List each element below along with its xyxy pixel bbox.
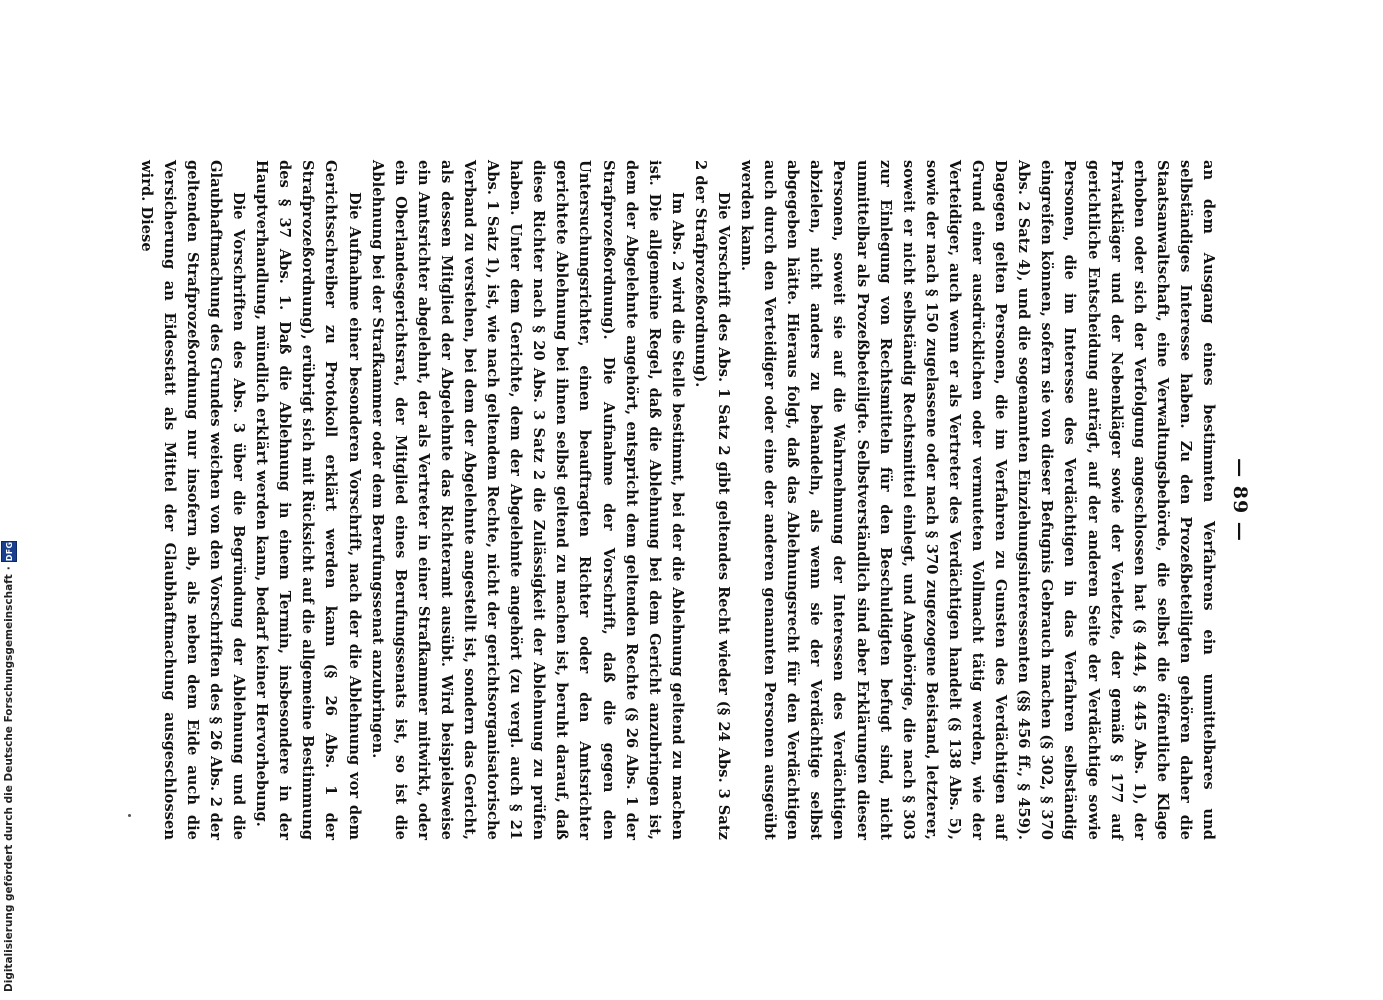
- paragraph-2: Die Vorschrift des Abs. 1 Satz 2 gibt geltendes Recht wieder (§ 24 Abs. 3 Satz 2 der Strafprozeßordnung).: [691, 160, 733, 840]
- paragraph-1: an dem Ausgang eines bestimmten Verfahrens ein unmittelbares und selbständiges Interesse haben. Zu den Prozeßbeteiligten gehören daher die Staatsanwaltschaft, eine Verwaltungsbehörde, die selbst die öffentliche Klage erhoben oder sich der Verfolgung angeschlossen hat (§ 444, § 445 Abs. 1), der Privatkläger und der Nebenkläger sowie der Verletzte, der gemäß § 177 auf gerichtliche Entscheidung anträgt, auf der anderen Seite der Verdächtige sowie Personen, die im Interesse des Verdächtigen in das Verfahren selbständig eingreifen können, sofern sie von dieser Befugnis Gebrauch machen (§ 302, § 370 Abs. 2 Satz 4), und die sogenannten Einziehungsinteressenten (§§ 456 ff., § 459). Dagegen gelten Personen, die im Verfahren zu Gunsten des Verdächtigen auf Grund einer ausdrücklichen oder vermuteten Vollmacht tätig werden, wie der Verteidiger, auch wenn er als Vertreter des Verdächtigen handelt (§ 138 Abs. 5), sowie der nach § 150 zugelassene oder nach § 370 zugezogene Beistand, letzterer, soweit er nicht selbständig Rechtsmittel einlegt, und Angehörige, die nach § 303 zur Einlegung von Rechtsmitteln für den Beschuldigten befugt sind, nicht unmittelbar als Prozeßbeteiligte. Selbstverständlich sind aber Erklärungen dieser Personen, soweit sie auf die Wahrnehmung der Interessen des Verdächtigen abzielen, nicht anders zu behandeln, als wenn sie der Verdächtige selbst abgegeben hätte. Hieraus folgt, daß das Ablehnungsrecht für den Verdächtigen auch durch den Verteidiger oder eine der anderen genannten Personen ausgeübt werden kann.: [738, 160, 1217, 840]
- paragraph-4: Die Aufnahme einer besonderen Vorschrift, nach der die Ablehnung vor dem Gerichtsschreiber zu Protokoll erklärt werden kann (§ 26 Abs. 1 der Strafprozeßordnung), erübrigt sich mit Rücksicht auf die allgemeine Bestimmung des § 37 Abs. 1. Daß die Ablehnung in einem Termin, insbesondere in der Hauptverhandlung, mündlich erklärt werden kann, bedarf keiner Hervorhebung.: [253, 160, 363, 840]
- page-number: — 89 —: [1229, 458, 1251, 542]
- digitization-credit-text: [0, 541, 18, 992]
- scanned-page: [137, 160, 1252, 840]
- paragraph-5: Die Vorschriften des Abs. 3 über die Begründung der Ablehnung und die Glaubhaftmachung des Grundes weichen von den Vorschriften des § 26 Abs. 2 der geltenden Strafprozeßordnung nur insofern ab, als neben dem Eide auch die Versicherung an Eidesstatt als Mittel der Glaubhaftmachung ausgeschlossen wird. Diese: [137, 160, 248, 840]
- paragraph-3: Im Abs. 2 wird die Stelle bestimmt, bei der die Ablehnung geltend zu machen ist. Die allgemeine Regel, daß die Ablehnung bei dem Gericht anzubringen ist, dem der Abgelehnte angehört, entspricht dem geltenden Rechte (§ 26 Abs. 1 der Strafprozeßordnung). Die Aufnahme der Vorschrift, daß die gegen den Untersuchungsrichter, einen beauftragten Richter oder den Amtsrichter gerichtete Ablehnung bei ihnen selbst geltend zu machen ist, beruht darauf, daß diese Richter nach § 20 Abs. 3 Satz 2 die Zulässigkeit der Ablehnung zu prüfen haben. Unter dem Gerichte, dem der Abgelehnte angehört (zu vergl. auch § 21 Abs. 1 Satz 1), ist, wie nach geltendem Rechte, nicht der gerichtsorganisatorische Verband zu verstehen, bei dem der Abgelehnte angestellt ist, sondern das Gericht, als dessen Mitglied der Abgelehnte das Richteramt ausübt. Wird beispielsweise ein Amtsrichter abgelehnt, der als Vertreter in einer Strafkammer mitwirkt, oder ein Oberlandesgerichtsrat, der Mitglied eines Berufungssenats ist, so ist die Ablehnung bei der Strafkammer oder dem Berufungssenat anzubringen.: [368, 160, 686, 840]
- scan-speck: [128, 814, 131, 817]
- page-content: [137, 160, 1252, 840]
- body-text: [135, 160, 1220, 840]
- dfg-logo-icon: DFG: [1, 541, 17, 563]
- credit-label: Digitalisierung gefördert durch die Deutsche Forschungsgemeinschaft: [3, 574, 15, 992]
- digitization-credit: [0, 541, 18, 992]
- dot-separator: ·: [3, 566, 15, 571]
